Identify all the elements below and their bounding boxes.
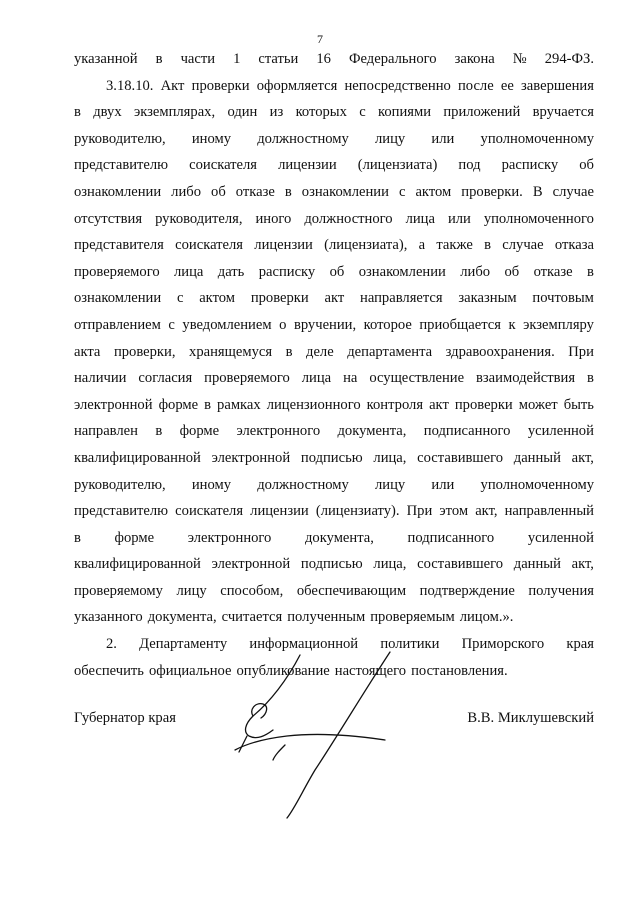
word: иному [191,130,232,147]
word: экземпляру [523,316,594,333]
word: либо [171,183,201,200]
word: электронной [74,396,153,413]
word: 16 [316,51,331,67]
word: после [457,77,494,94]
word: оформляется [256,77,338,94]
word: департамента [347,343,433,360]
word: документа, [304,529,374,546]
word: При [568,343,594,360]
word: соискателя [175,503,244,520]
text-line [74,99,594,126]
word: руководителю, [74,130,166,147]
text-line [74,73,594,100]
word: проверяемому [74,582,163,599]
word: уполномоченного [483,210,594,227]
word: лицом.». [459,609,514,626]
word: проверки. [461,183,523,200]
word: проверки [250,290,309,307]
word: представителя [74,237,164,254]
word: или [431,130,455,147]
word: иному [191,476,232,493]
text-line [74,179,594,206]
word: с [359,104,366,121]
word: квалифицированной [74,449,201,466]
word: должностному [257,130,349,147]
word: ее [500,77,514,94]
word: отправлением [74,316,161,333]
word: заказным [458,290,517,307]
word: информационной [249,636,359,653]
word: постановления. [411,662,508,679]
word: об [504,263,520,280]
text-line [74,578,594,605]
word: лица, [373,449,407,466]
word: получения [528,582,594,599]
word: отказа [554,237,594,254]
word: опубликование [236,662,330,679]
word: расписку [501,157,559,174]
text-line [74,46,594,73]
word: руководителя, [155,210,243,227]
word: направляется [360,290,443,307]
word: вручении, [293,316,357,333]
word: закона [454,51,495,67]
word: ознакомлении [301,183,389,200]
word: квалифицированной [74,556,201,573]
word: (лицензиата) [357,157,438,174]
word: лицензии [278,157,337,174]
word: под [458,157,481,174]
word: приобщается [419,316,501,333]
word: Департаменту [139,636,228,653]
word: случае [502,237,544,254]
word: в [587,263,594,280]
word: подписанного [407,529,495,546]
word: наличии [74,370,127,387]
word: ознакомлении [358,263,446,280]
word: 3.18.10. [106,77,154,94]
word: акт [429,396,449,413]
word: с [168,316,175,333]
word: осуществление [369,370,465,387]
word: составившего [417,556,504,573]
word: Приморского [461,636,545,653]
word: считается [221,609,283,626]
word: В [532,183,543,200]
text-line [74,126,594,153]
word: лица, [373,556,407,573]
word: согласия [138,370,193,387]
word: представителю [74,157,169,174]
signatory-name: В.В. Миклушевский [467,710,594,726]
word: лицензионного [266,396,361,413]
word: к [508,316,516,333]
word: уполномоченному [480,476,594,493]
word: ознакомлении [74,290,162,307]
word: о [279,316,287,333]
word: в [204,396,212,413]
word: здравоохранения. [445,343,555,360]
word: которых [295,104,347,121]
word: дать [217,263,245,280]
word: из [269,104,284,121]
word: двух [93,104,122,121]
text-line [74,232,594,259]
text-line [74,525,594,552]
word: усиленной [527,423,594,440]
word: полученным [287,609,366,626]
word: об [579,157,594,174]
word: один [227,104,258,121]
word: обеспечивающим [296,582,407,599]
word: отказе [235,183,275,200]
word: проверки [191,77,250,94]
word: иного [255,210,292,227]
word: способом, [220,582,284,599]
word: рамках [217,396,261,413]
word: взаимодействия [476,370,576,387]
text-line [74,206,594,233]
word: Федерального [348,51,437,67]
word: быть [563,396,594,413]
document-body [74,46,594,684]
word: акт, [475,503,498,520]
text-line [74,312,594,339]
word: также [436,237,473,254]
word: с [398,183,406,200]
word: части [180,51,216,67]
word: акт, [571,449,594,466]
word: с [176,290,184,307]
word: электронного [187,529,272,546]
text-line [74,285,594,312]
word: лица [174,263,204,280]
word: отсутствия [74,210,143,227]
page-number: 7 [317,32,323,46]
word: вручается [532,104,594,121]
word: лицензии [250,503,309,520]
word: или [447,210,471,227]
word: лицензии [254,237,313,254]
word: в [74,104,81,121]
word: настоящего [334,662,407,679]
word: должностному [257,476,349,493]
word: завершения [521,77,594,94]
word: составившего [417,449,504,466]
word: форме [114,529,155,546]
word: в [155,423,163,440]
word: копиями [378,104,432,121]
word: руководителю, [74,476,166,493]
word: экземплярах, [133,104,216,121]
word: акт [324,290,345,307]
word: почтовым [532,290,594,307]
word: уполномоченному [480,130,594,147]
signatory-position: Губернатор края [74,710,176,726]
word: соискателя [189,157,258,174]
word: случае [552,183,594,200]
word: в [587,370,594,387]
word: При [406,503,433,520]
word: официальное [148,662,232,679]
word: должностного [304,210,393,227]
word: актом [415,183,452,200]
word: лицу [375,130,406,147]
text-line [74,498,594,525]
word: подтверждение [419,582,515,599]
word: 294-ФЗ. [544,51,594,67]
word: электронной [211,556,291,573]
word: документа, [147,609,217,626]
word: 2. [106,636,117,653]
word: форме [158,396,199,413]
word: в [285,343,293,360]
word: данный [513,556,561,573]
word: электронной [211,449,291,466]
text-line [74,418,594,445]
word: усиленной [527,529,594,546]
word: проверки [454,396,513,413]
word: электронного [236,423,321,440]
text-line [74,445,594,472]
word: может [518,396,558,413]
word: деле [306,343,334,360]
word: хранящемуся [189,343,273,360]
word: в [155,51,163,67]
word: (лицензиату). [315,503,400,520]
word: контроля [366,396,424,413]
text-line [74,392,594,419]
word: расписку [258,263,316,280]
word: направлен [74,423,138,440]
word: № [512,51,527,67]
word: указанной [74,51,138,67]
word: в [74,529,81,546]
word: приложений [443,104,521,121]
text-line [74,472,594,499]
word: лица [405,210,435,227]
word: проверяемого [74,263,160,280]
word: политики [380,636,440,653]
word: об [211,183,226,200]
word: документа, [337,423,407,440]
word: акт, [571,556,594,573]
handwritten-signature [225,640,415,825]
text-line [74,152,594,179]
text-line [74,604,594,631]
word: этом [439,503,469,520]
word: статьи [258,51,299,67]
word: в [284,183,292,200]
word: или [431,476,455,493]
word: проверки, [113,343,176,360]
word: которое [363,316,412,333]
text-line [74,365,594,392]
word: указанного [74,609,143,626]
word: подписью [300,449,363,466]
word: ознакомлении [74,183,162,200]
word: Акт [160,77,185,94]
word: актом [199,290,236,307]
word: уведомлением [182,316,272,333]
word: данный [513,449,561,466]
word: лицу [176,582,207,599]
word: (лицензиата), [324,237,408,254]
word: лицу [375,476,406,493]
word: об [329,263,345,280]
word: подписанного [423,423,511,440]
word: отказе [533,263,573,280]
word: либо [460,263,491,280]
word: представителю [74,503,169,520]
word: а [418,237,426,254]
word: непосредственно [344,77,451,94]
word: лица [301,370,332,387]
word: 1 [233,51,241,67]
text-line [74,259,594,286]
word: форме [179,423,220,440]
word: на [343,370,358,387]
word: в [484,237,492,254]
word: проверяемого [204,370,290,387]
word: края [566,636,594,653]
word: соискателя [175,237,244,254]
word: обеспечить [74,662,144,679]
word: акта [74,343,101,360]
text-line [74,339,594,366]
word: проверяемым [370,609,455,626]
word: направленный [504,503,594,520]
word: подписью [300,556,363,573]
text-line [74,551,594,578]
